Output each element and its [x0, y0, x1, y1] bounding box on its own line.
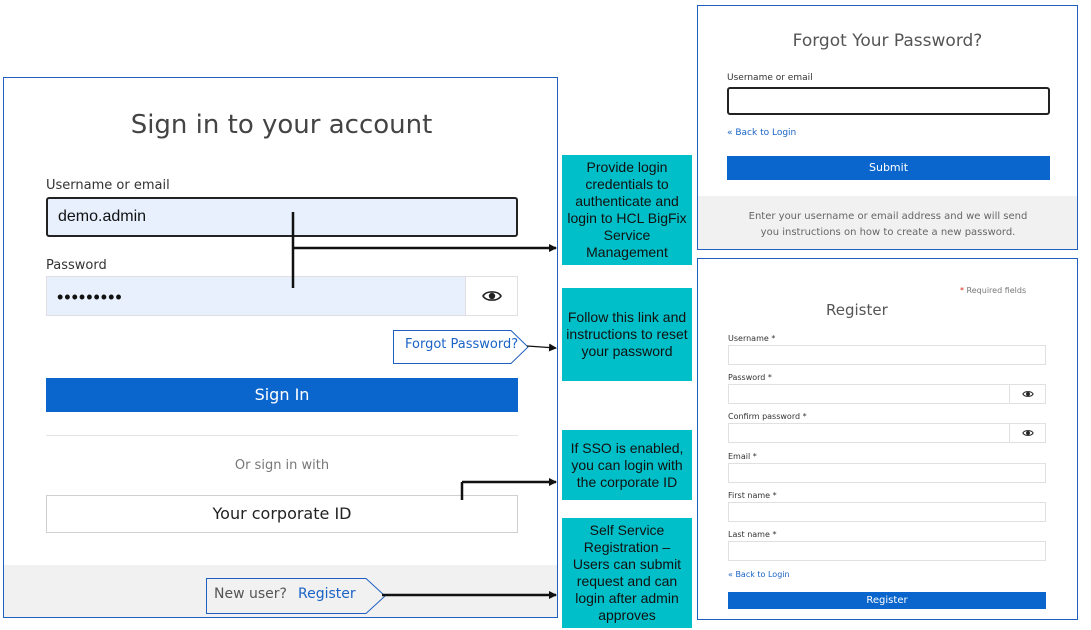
new-user-text: New user? [214, 586, 287, 602]
username-input[interactable]: demo.admin [46, 197, 518, 237]
register-first-name-label: First name * [728, 491, 777, 500]
connector-login [293, 212, 556, 288]
password-input[interactable]: ••••••••• [46, 276, 466, 316]
password-label: Password [46, 258, 107, 273]
connector-forgot [527, 346, 556, 348]
sign-in-button[interactable]: Sign In [46, 378, 518, 412]
register-username-label: Username * [728, 334, 776, 343]
callout-sso: If SSO is enabled, you can login with the corporate ID [562, 430, 692, 500]
register-email-label: Email * [728, 452, 757, 461]
required-note-text: Required fields [966, 286, 1027, 295]
required-star: * [960, 286, 964, 295]
register-link[interactable]: Register [298, 586, 356, 602]
corporate-id-button[interactable]: Your corporate ID [46, 495, 518, 533]
forgot-submit-button[interactable]: Submit [727, 156, 1050, 180]
or-sign-in-text: Or sign in with [234, 458, 330, 473]
connector-sso [462, 482, 556, 500]
forgot-instructions: Enter your username or email address and we will send you instructions on how to create a new password. [748, 211, 1028, 238]
login-title: Sign in to your account [130, 110, 433, 140]
register-confirm-password-label: Confirm password * [728, 412, 807, 421]
forgot-back-to-login-link[interactable]: « Back to Login [727, 128, 797, 138]
register-back-to-login-link[interactable]: « Back to Login [728, 570, 790, 579]
callout-login: Provide login credentials to authenticate and login to HCL BigFix Service Management [562, 155, 692, 265]
register-last-name-label: Last name * [728, 530, 777, 539]
callout-self-registration: Self Service Registration – Users can submit request and can login after admin approves [562, 518, 692, 628]
register-password-label: Password * [728, 373, 772, 382]
forgot-username-label: Username or email [727, 73, 813, 83]
register-title: Register [826, 301, 888, 319]
register-submit-button[interactable]: Register [728, 592, 1046, 609]
forgot-password-title: Forgot Your Password? [792, 31, 983, 51]
callout-forgot-password: Follow this link and instructions to reset your password [562, 288, 692, 381]
forgot-password-text: Forgot Password? [405, 337, 519, 352]
username-label: Username or email [46, 178, 170, 193]
